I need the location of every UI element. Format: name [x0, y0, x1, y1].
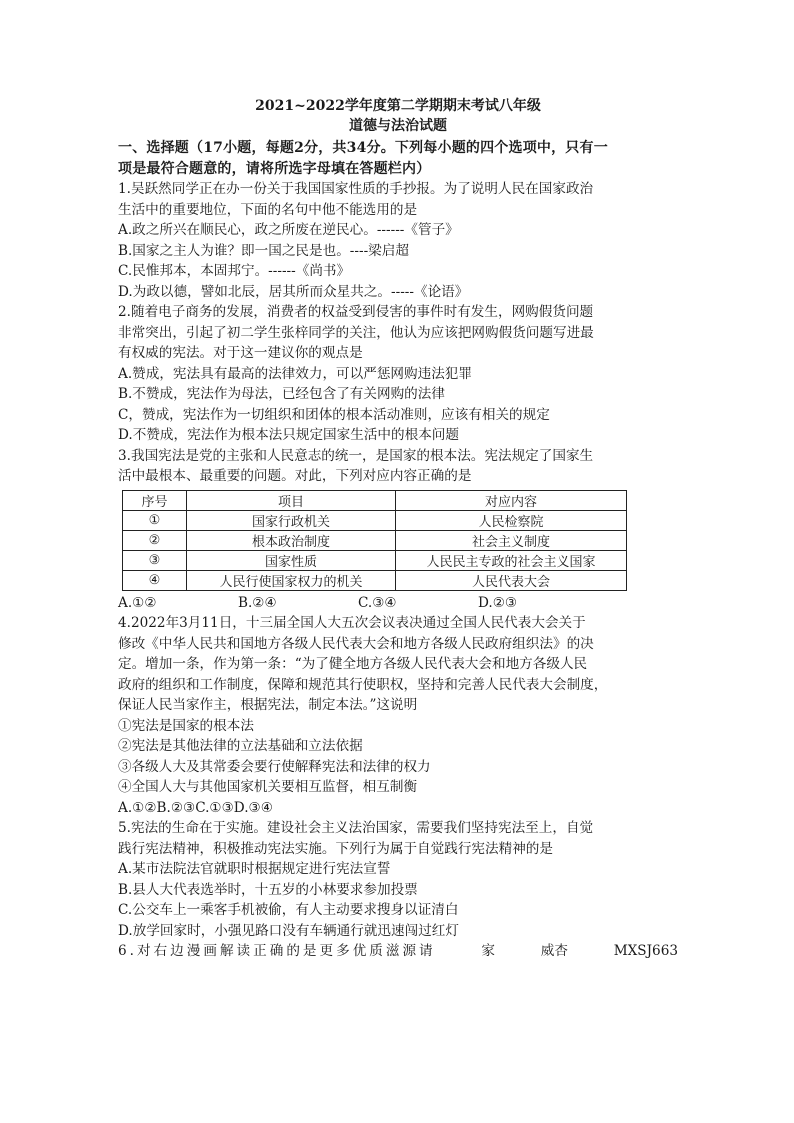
table-cell: 人民代表大会	[396, 570, 627, 590]
section-heading-cont: 项是最符合题意的，请将所选字母填在答题栏内）	[118, 160, 431, 177]
q5-option-a: A.某市法院法官就职时根据规定进行宪法宣誓	[118, 861, 391, 877]
q4-statement-3: ③各级人大及其常委会要行使解释宪法和法律的权力	[118, 758, 431, 775]
table-cell: ④	[123, 570, 187, 590]
exam-title: 2021~2022学年度第二学期期末考试八年级	[255, 98, 541, 114]
section-heading: 一、选择题（17小题，每题2分，共34分。下列每小题的四个选项中，只有一	[118, 140, 608, 156]
table-header-cell: 项目	[187, 490, 396, 510]
q6-word-1: 家	[481, 943, 495, 959]
q4-statement-4: ④全国人大与其他国家机关要相互监督，相互制衡	[118, 779, 418, 795]
q5-option-b: B.县人大代表选举时，十五岁的小林要求参加投票	[118, 881, 418, 898]
q1-option-d: D.为政以德，譬如北辰，居其所而众星共之。-----《论语》	[118, 283, 469, 300]
table-header-cell: 序号	[123, 490, 187, 510]
q5-stem-cont: 践行宪法精神，积极推动宪法实施。下列行为属于自觉践行宪法精神的是	[118, 840, 553, 857]
q4-stem-cont2: 定。增加一条，作为第一条：“为了健全地方各级人民代表大会和地方各级人民	[118, 656, 588, 672]
table-cell: 社会主义制度	[396, 530, 627, 550]
table-cell: 人民行使国家权力的机关	[187, 570, 396, 590]
q3-option-b: B.②④	[238, 594, 277, 611]
q1-option-b: B.国家之主人为谁？即一国之民是也。----梁启超	[118, 242, 409, 259]
q4-statement-2: ②宪法是其他法律的立法基础和立法依据	[118, 738, 363, 754]
table-cell: 人民民主专政的社会主义国家	[396, 550, 627, 570]
table-header-row	[123, 490, 627, 510]
q2-stem-cont2: 有权威的宪法。对于这一建议你的观点是	[118, 345, 363, 361]
q2-option-b: B.不赞成，宪法作为母法，已经包含了有关网购的法律	[118, 386, 445, 402]
q5-option-c: C.公交车上一乘客手机被偷，有人主动要求搜身以证清白	[118, 902, 459, 918]
table-cell: 人民检察院	[396, 510, 627, 530]
q1-option-c: C.民惟邦本，本固邦宁。------《尚书》	[118, 263, 351, 279]
table-cell: 国家行政机关	[187, 510, 396, 530]
table-cell: ②	[123, 530, 187, 550]
q6-code: MXSJ663	[613, 943, 678, 959]
table-row	[123, 510, 627, 530]
q4-stem-cont: 修改《中华人民共和国地方各级人民代表大会和地方各级人民政府组织法》的决	[118, 635, 594, 652]
q3-table	[122, 490, 627, 591]
q2-option-a: A.赞成，宪法具有最高的法律效力，可以严惩网购违法犯罪	[118, 365, 472, 382]
q6-line	[118, 941, 678, 962]
q5-option-d: D.放学回家时，小强见路口没有车辆通行就迅速闯过红灯	[118, 922, 459, 939]
q1-stem-cont: 生活中的重要地位，下面的名句中他不能选用的是	[118, 201, 418, 218]
q6-stem: 6.对右边漫画解读正确的是更多优质滋源请	[118, 943, 436, 959]
q3-stem: 3.我国宪法是党的主张和人民意志的统一，是国家的根本法。宪法规定了国家生	[118, 447, 594, 464]
table-row	[123, 570, 627, 590]
q3-options	[118, 593, 678, 614]
q4-stem-cont3: 政府的组织和工作制度，保障和规范其行使职权，坚持和完善人民代表大会制度，	[118, 676, 608, 693]
table-row	[123, 550, 627, 570]
q6-word-2: 威杏	[540, 943, 568, 959]
q3-stem-cont: 活中最根本、最重要的问题。对此，下列对应内容正确的是	[118, 468, 472, 484]
table-cell: ③	[123, 550, 187, 570]
q4-options: A.①②B.②③C.①③D.③④	[118, 799, 273, 816]
q2-stem-cont: 非常突出，引起了初二学生张梓同学的关注，他认为应该把网购假货问题写进最	[118, 324, 594, 341]
q3-option-c: C.③④	[358, 594, 397, 611]
table-row	[123, 530, 627, 550]
q2-stem: 2.随着电子商务的发展，消费者的权益受到侵害的事件时有发生，网购假货问题	[118, 304, 594, 320]
exam-subject: 道德与法治试题	[349, 118, 447, 134]
table-cell: ①	[123, 510, 187, 530]
exam-page	[118, 96, 678, 962]
table-cell: 国家性质	[187, 550, 396, 570]
q1-stem: 1.吴跃然同学正在办一份关于我国国家性质的手抄报。为了说明人民在国家政治	[118, 181, 594, 197]
q2-option-c: C，赞成，宪法作为一切组织和团体的根本活动准则，应该有相关的规定	[118, 406, 550, 423]
q5-stem: 5.宪法的生命在于实施。建设社会主义法治国家，需要我们坚持宪法至上，自觉	[118, 820, 594, 836]
q4-stem-cont4: 保证人民当家作主，根据宪法，制定本法。”这说明	[118, 697, 418, 713]
q2-option-d: D.不赞成，宪法作为根本法只规定国家生活中的根本问题	[118, 427, 459, 443]
table-header-cell: 对应内容	[396, 490, 627, 510]
q4-stem: 4.2022年3月11日，十三届全国人大五次会议表决通过全国人民代表大会关于	[118, 615, 586, 631]
q4-statement-1: ①宪法是国家的根本法	[118, 717, 254, 734]
q1-option-a: A.政之所兴在顺民心，政之所废在逆民心。------《管子》	[118, 222, 459, 238]
table-cell: 根本政治制度	[187, 530, 396, 550]
q3-option-d: D.②③	[478, 594, 518, 611]
q3-option-a: A.①②	[118, 594, 157, 611]
